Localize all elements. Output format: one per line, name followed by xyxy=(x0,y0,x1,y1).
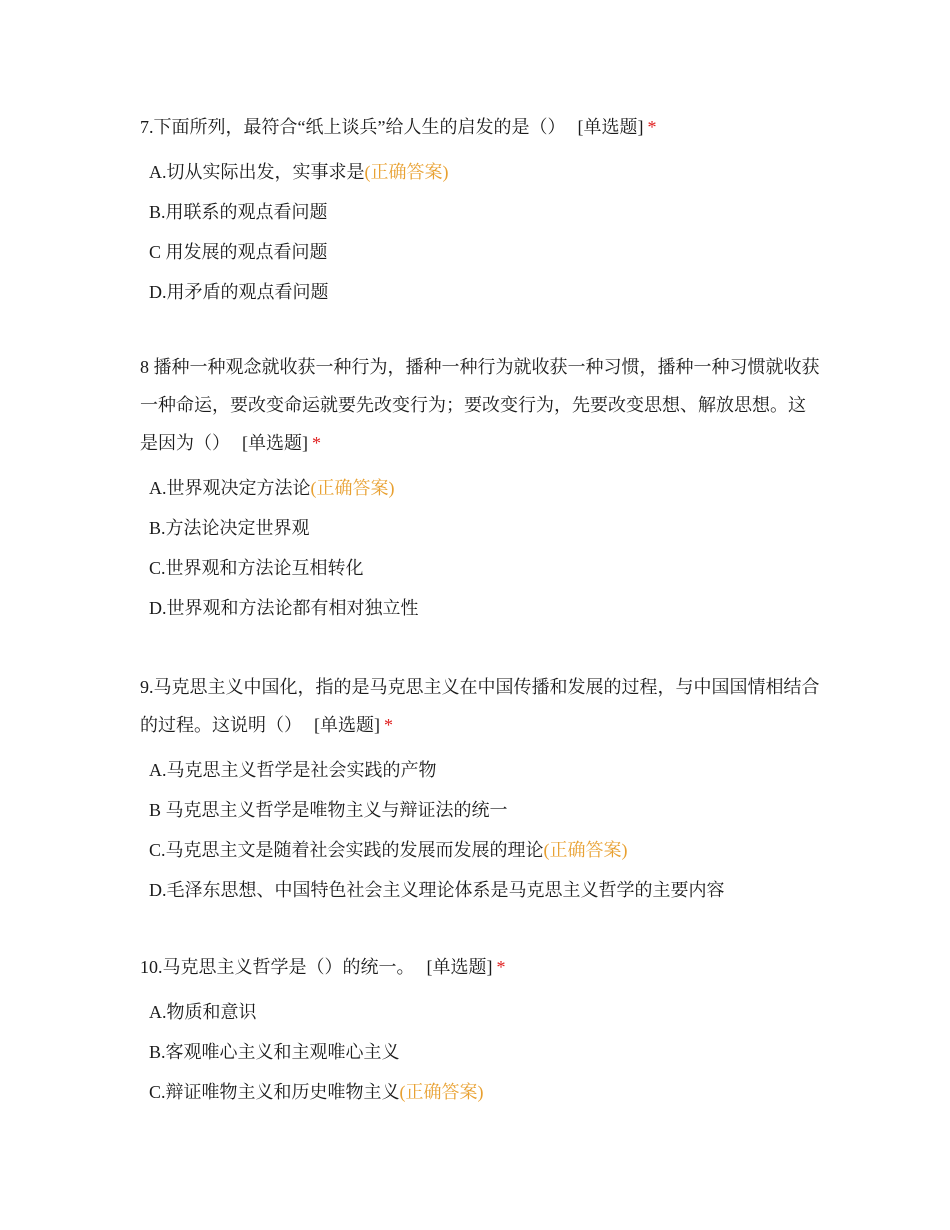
question-text: 9.马克思主义中国化，指的是马克思主义在中国传播和发展的过程，与中国国情相结合的过程。这说明（） xyxy=(140,677,820,735)
correct-answer-tag: (正确答案) xyxy=(543,840,628,860)
option-text: B.客观唯心主义和主观唯心主义 xyxy=(149,1042,400,1062)
question-8 xyxy=(140,348,820,628)
quiz-page xyxy=(140,108,820,1112)
option-b[interactable] xyxy=(140,790,820,830)
option-list xyxy=(140,152,820,312)
option-a[interactable] xyxy=(140,992,820,1032)
option-text: C.辩证唯物主义和历史唯物主义 xyxy=(149,1082,400,1102)
option-text: A.切从实际出发，实事求是 xyxy=(149,162,365,182)
option-a[interactable] xyxy=(140,468,820,508)
question-10 xyxy=(140,948,820,1112)
question-stem xyxy=(140,108,820,146)
question-stem xyxy=(140,348,820,462)
option-c[interactable] xyxy=(140,830,820,870)
option-a[interactable] xyxy=(140,750,820,790)
option-c[interactable] xyxy=(140,1072,820,1112)
correct-answer-tag: (正确答案) xyxy=(364,162,449,182)
question-type: [单选题] xyxy=(577,117,644,137)
question-7 xyxy=(140,108,820,312)
option-d[interactable] xyxy=(140,870,820,910)
option-list xyxy=(140,750,820,910)
question-text: 8 播种一种观念就收获一种行为，播种一种行为就收获一种习惯，播种一种习惯就收获一种命运，要改变命运就要先改变行为；要改变行为，先要改变思想、解放思想。这是因为（） xyxy=(140,357,820,453)
option-text: C.世界观和方法论互相转化 xyxy=(149,558,364,578)
option-text: B.用联系的观点看问题 xyxy=(149,202,328,222)
option-text: B 马克思主义哲学是唯物主义与辩证法的统一 xyxy=(149,800,508,820)
question-type: [单选题] xyxy=(426,957,493,977)
option-d[interactable] xyxy=(140,588,820,628)
option-b[interactable] xyxy=(140,192,820,232)
option-text: D.用矛盾的观点看问题 xyxy=(149,282,329,302)
option-text: C.马克思主文是随着社会实践的发展而发展的理论 xyxy=(149,840,544,860)
option-b[interactable] xyxy=(140,1032,820,1072)
question-stem xyxy=(140,668,820,744)
option-text: A.马克思主义哲学是社会实践的产物 xyxy=(149,760,437,780)
question-9 xyxy=(140,668,820,910)
required-mark: * xyxy=(647,117,657,137)
correct-answer-tag: (正确答案) xyxy=(399,1082,484,1102)
option-list xyxy=(140,992,820,1112)
option-b[interactable] xyxy=(140,508,820,548)
required-mark: * xyxy=(312,433,321,453)
option-text: C 用发展的观点看问题 xyxy=(149,242,328,262)
question-text: 10.马克思主义哲学是（）的统一。 xyxy=(140,957,415,977)
option-text: D.世界观和方法论都有相对独立性 xyxy=(149,598,419,618)
option-text: A.物质和意识 xyxy=(149,1002,257,1022)
option-text: D.毛泽东思想、中国特色社会主义理论体系是马克思主义哲学的主要内容 xyxy=(149,880,725,900)
question-type: [单选题] xyxy=(242,433,308,453)
required-mark: * xyxy=(384,715,393,735)
option-text: B.方法论决定世界观 xyxy=(149,518,310,538)
option-list xyxy=(140,468,820,628)
option-c[interactable] xyxy=(140,232,820,272)
correct-answer-tag: (正确答案) xyxy=(310,478,395,498)
option-text: A.世界观决定方法论 xyxy=(149,478,311,498)
question-text: 7.下面所列，最符合“纸上谈兵”给人生的启发的是（） xyxy=(140,117,566,137)
required-mark: * xyxy=(496,957,506,977)
option-c[interactable] xyxy=(140,548,820,588)
question-type: [单选题] xyxy=(314,715,380,735)
question-stem xyxy=(140,948,820,986)
option-a[interactable] xyxy=(140,152,820,192)
option-d[interactable] xyxy=(140,272,820,312)
